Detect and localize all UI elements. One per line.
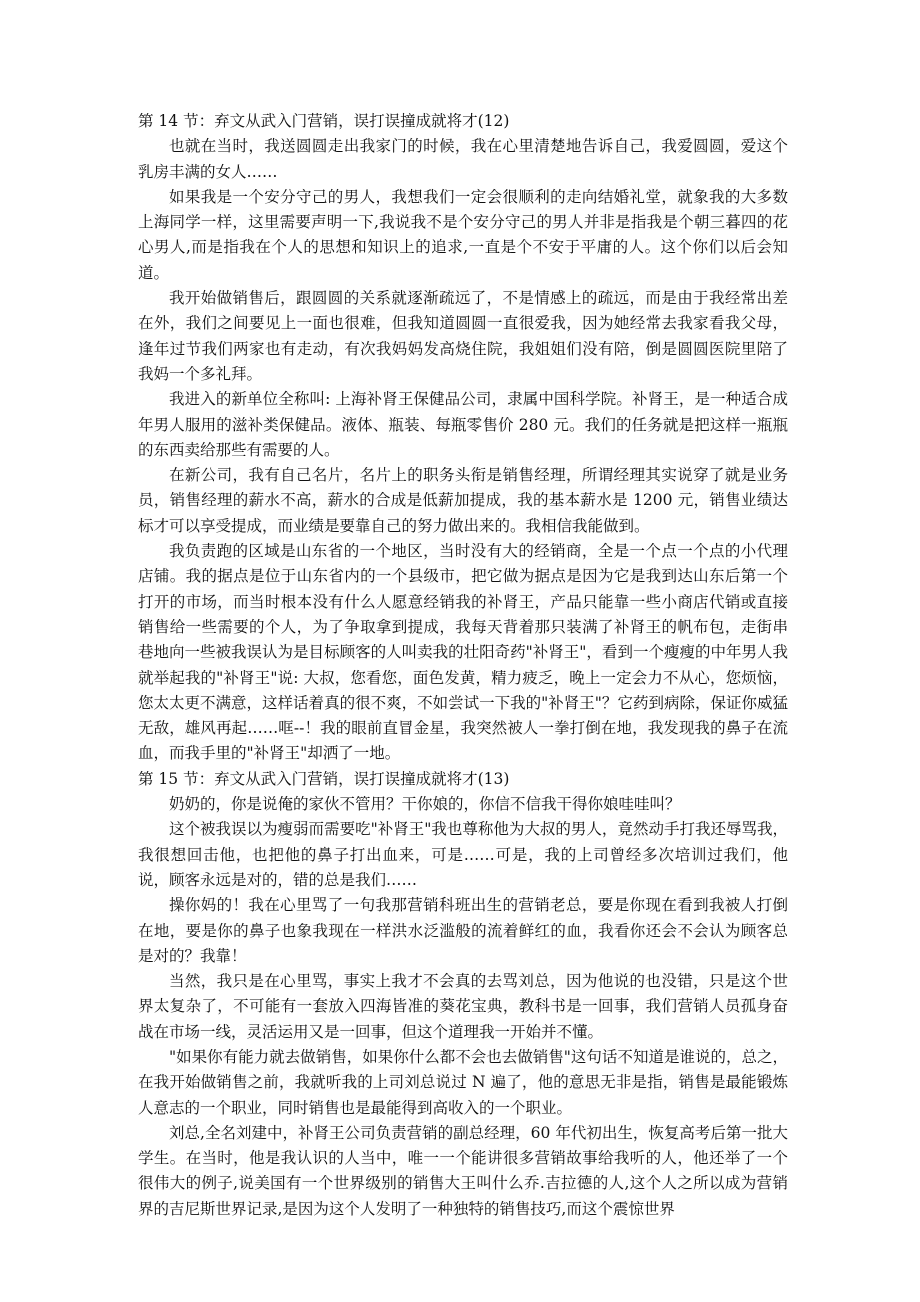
paragraph: 我开始做销售后，跟圆圆的关系就逐渐疏远了，不是情感上的疏远，而是由于我经常出差在外，我们之间要见上一面也很难，但我知道圆圆一直很爱我，因为她经常去我家看我父母，逢年过节我们两家也有走动，有次我妈妈发高烧住院，我姐姐们没有陪，倒是圆圆医院里陪了我妈一个多礼拜。	[138, 289, 788, 383]
paragraph: 我负责跑的区域是山东省的一个地区，当时没有大的经销商，全是一个点一个点的小代理店铺。我的据点是位于山东省内的一个县级市，把它做为据点是因为它是我到达山东后第一个打开的市场，而当时根本没有什么人愿意经销我的补肾王，产品只能靠一些小商店代销或直接销售给一些需要的个人，为了争取拿到提成，我每天背着那只装满了补肾王的帆布包，走街串巷地向一些被我误认为是目标顾客的人叫卖我的壮阳奇药"补肾王"，看到一个瘦瘦的中年男人我就举起我的"补肾王"说: 大叔，您看您，面色发黄，精力疲乏，晚上一定会力不从心，您烦恼，您太太更不满意，这样话着真的很不爽，不如尝试一下我的"补肾王"？它药到病除，保证你威猛无敌，雄风再起……哐--！我的眼前直冒金星，我突然被人一拳打倒在地，我发现我的鼻子在流血，而我手里的"补肾王"却洒了一地。	[138, 542, 788, 763]
section-heading: 第 15 节：弃文从武入门营销，误打误撞成就将才(13)	[138, 769, 510, 788]
section-heading: 第 14 节：弃文从武入门营销，误打误撞成就将才(12)	[138, 112, 510, 130]
paragraph: "如果你有能力就去做销售，如果你什么都不会也去做销售"这句话不知道是谁说的，总之，在我开始做销售之前，我就听我的上司刘总说过 N 遍了，他的意思无非是指，销售是最能锻炼人意志的一个职业，同时销售也是最能得到高收入的一个职业。	[138, 1047, 788, 1117]
paragraph: 我进入的新单位全称叫: 上海补肾王保健品公司，隶属中国科学院。补肾王，是一种适合成年男人服用的滋补类保健品。液体、瓶装、每瓶零售价 280 元。我们的任务就是把这样一瓶瓶的东西卖给那些有需要的人。	[138, 390, 788, 459]
paragraph: 操你妈的！我在心里骂了一句我那营销科班出生的营销老总，要是你现在看到我被人打倒在地，要是你的鼻子也象我现在一样洪水泛滥般的流着鲜红的血，我看你还会不会认为顾客总是对的？我靠！	[138, 896, 788, 965]
paragraph: 如果我是一个安分守己的男人，我想我们一定会很顺利的走向结婚礼堂，就象我的大多数上海同学一样，这里需要声明一下,我说我不是个安分守己的男人并非是指我是个朝三暮四的花心男人,而是指我在个人的思想和知识上的追求,一直是个不安于平庸的人。这个你们以后会知道。	[138, 187, 788, 282]
paragraph: 也就在当时，我送圆圆走出我家门的时候，我在心里清楚地告诉自己，我爱圆圆，爱这个乳房丰满的女人……	[138, 137, 788, 181]
paragraph: 刘总,全名刘建中，补肾王公司负责营销的副总经理，60 年代初出生，恢复高考后第一批大学生。在当时，他是我认识的人当中，唯一一个能讲很多营销故事给我听的人，他还举了一个很伟大的例子,说美国有一个世界级别的销售大王叫什么乔.吉拉德的人,这个人之所以成为营销界的吉尼斯世界记录,是因为这个人发明了一种独特的销售技巧,而这个震惊世界	[138, 1123, 788, 1218]
paragraph: 这个被我误以为瘦弱而需要吃"补肾王"我也尊称他为大叔的男人，竟然动手打我还辱骂我，我很想回击他，也把他的鼻子打出血来，可是……可是，我的上司曾经多次培训过我们，他说，顾客永远是对的，错的总是我们……	[138, 820, 788, 889]
paragraph: 在新公司，我有自己名片，名片上的职务头衔是销售经理，所谓经理其实说穿了就是业务员，销售经理的薪水不高，薪水的合成是低薪加提成，我的基本薪水是 1200 元，销售业绩达标才可以享受提成，而业绩是要靠自己的努力做出来的。我相信我能做到。	[138, 466, 788, 535]
paragraph: 奶奶的，你是说俺的家伙不管用？干你娘的，你信不信我干得你娘哇哇叫？	[169, 795, 681, 814]
document-page	[138, 109, 788, 1222]
paragraph: 当然，我只是在心里骂，事实上我才不会真的去骂刘总，因为他说的也没错，只是这个世界太复杂了，不可能有一套放入四海皆准的葵花宝典，教科书是一回事，我们营销人员孤身奋战在市场一线，灵活运用又是一回事，但这个道理我一开始并不懂。	[138, 972, 788, 1041]
